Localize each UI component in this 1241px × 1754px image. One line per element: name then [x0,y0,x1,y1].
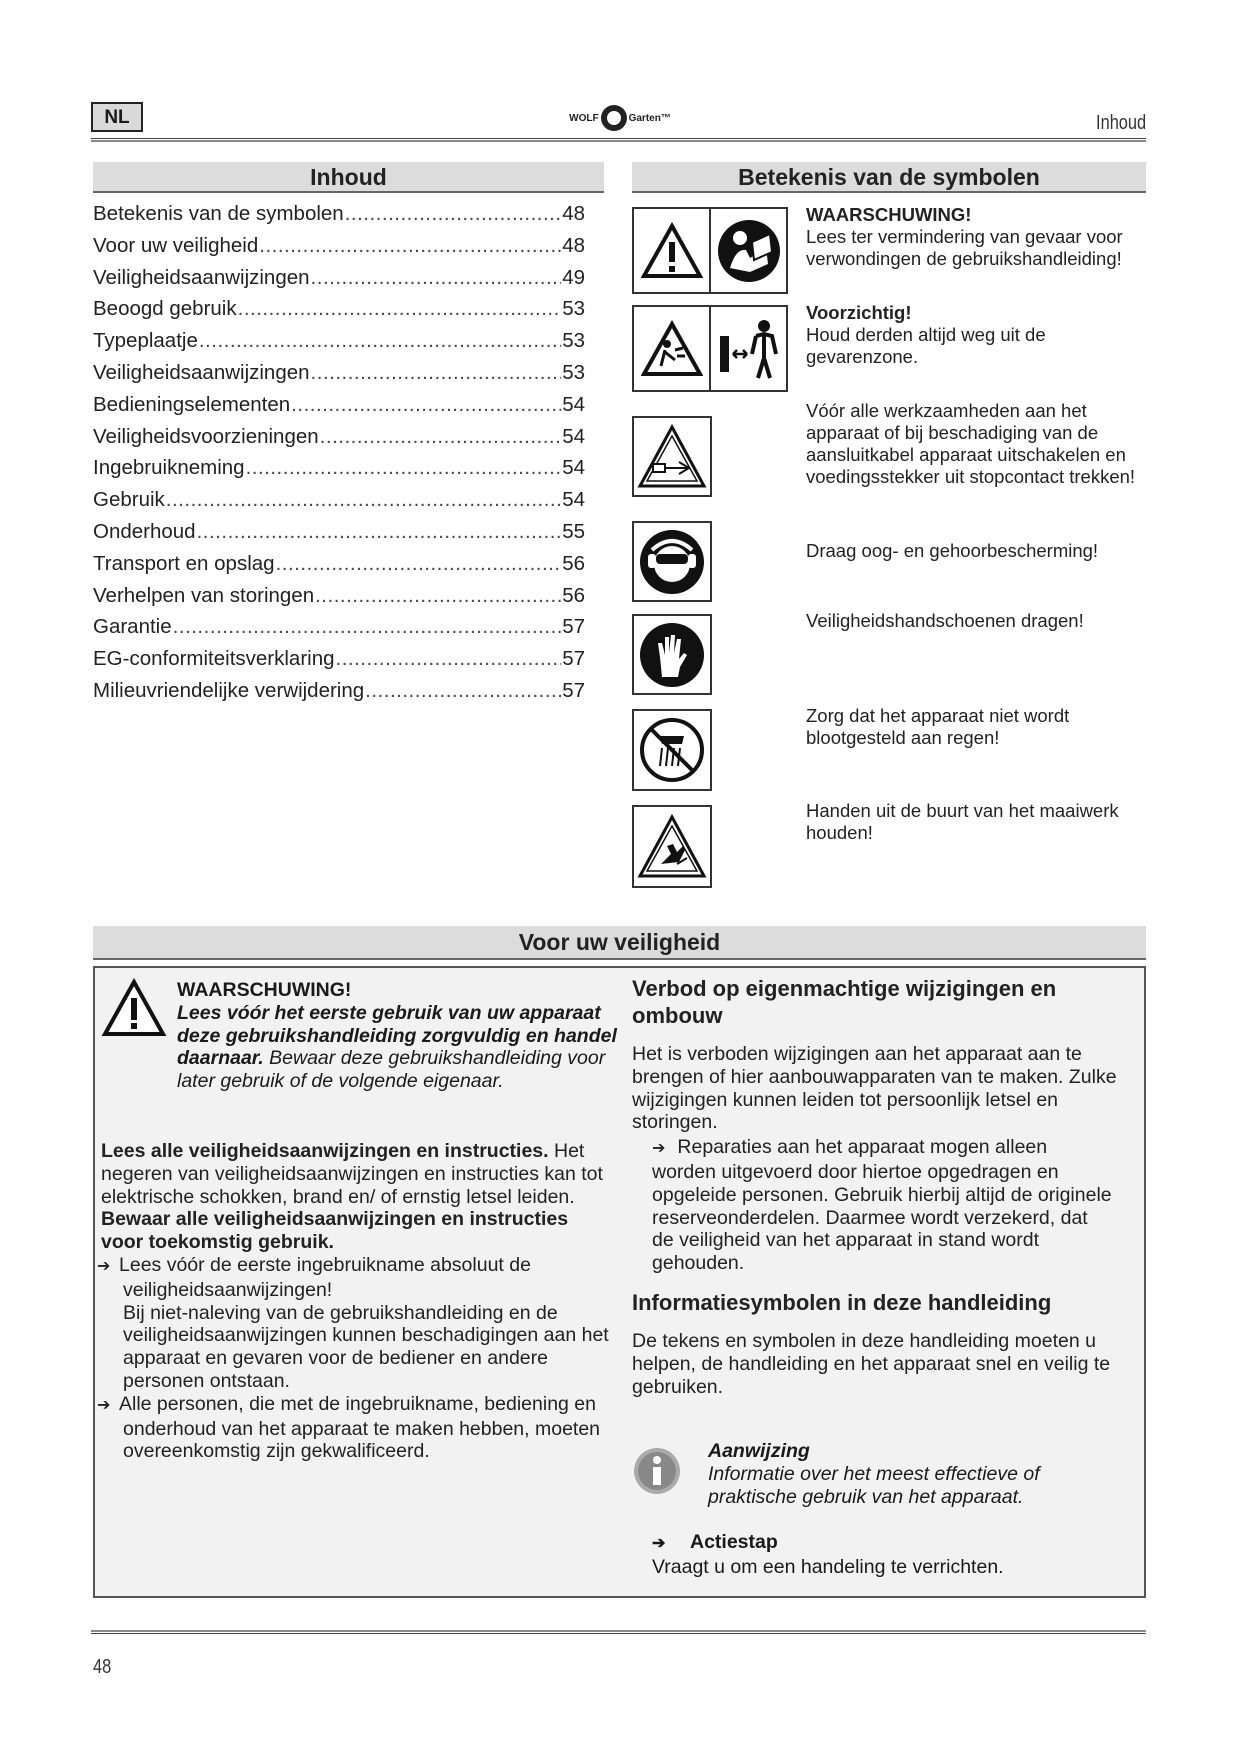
symbol-4-description: Draag oog- en gehoorbescherming! [806,540,1099,561]
warning-bold-text: Lees vóór het eerste gebruik van uw apparaat deze gebruikshandleiding zorgvuldig en handel daarnaar. [177,1001,617,1070]
toc-leader-dots [259,234,561,258]
brand-logo: WOLF Garten ™ [555,103,685,133]
bullet-2: Alle personen, die met de ingebruikname, bediening en onderhoud van het apparaat te maken hebben, moeten overeenkomstig zijn gekwalificeerd. [119,1392,601,1463]
footer-divider [91,1630,1146,1634]
toc-leader-dots [336,647,562,671]
action-block [652,1531,1132,1579]
symbol-caution-distance [632,305,788,392]
arrow-icon: ➔ [652,1535,666,1552]
toc-entry[interactable] [93,647,585,679]
symbol-unplug [632,416,712,497]
toc-entry-title: EG-conformiteitsverklaring [93,647,335,671]
toc-entry-page: 53 [562,329,585,353]
toc-entry-title: Garantie [93,615,172,639]
safety-left-column [97,1140,631,1463]
toc-entry[interactable] [93,329,585,361]
symbol-3-description: Vóór alle werkzaamheden aan het apparaat of bij beschadiging van de aansluitkabel apparaat uitschakelen en voedingsstekker uit stopcontact trekken! [806,400,1136,487]
toc-entry-page: 49 [562,265,585,289]
toc-entry-title: Ingebruikneming [93,456,245,480]
p2-bold: Bewaar alle veiligheidsaanwijzingen en instructies voor toekomstig gebruik. [101,1208,569,1254]
symbols-title: Betekenis van de symbolen [632,162,1146,193]
bullet-1: Lees vóór de eerste ingebruikname absoluut de veiligheidsaanwijzingen! [119,1253,531,1301]
warning-icon [101,978,171,1038]
gloves-icon [638,621,706,689]
toc-entry[interactable] [93,615,585,647]
toc-entry-page: 56 [562,551,585,575]
symbol-1-description: Lees ter vermindering van gevaar voor verwondingen de gebruikshandleiding! [806,226,1123,269]
toc-entry-page: 56 [562,583,585,607]
info-heading: Aanwijzing [708,1440,810,1462]
right-heading-2: Informatiesymbolen in deze handleiding [632,1289,1052,1315]
info-text: Informatie over het meest effectieve of praktische gebruik van het apparaat. [708,1462,1040,1508]
toc-entry-page: 55 [562,519,585,543]
toc-entry-title: Gebruik [93,488,165,512]
toc-entry[interactable] [93,297,585,329]
safety-title: Voor uw veiligheid [93,926,1146,960]
toc-entry-page: 53 [562,297,585,321]
toc-leader-dots [311,361,562,385]
toc-entry[interactable] [93,584,585,616]
toc-entry-title: Veiligheidsaanwijzingen [93,360,310,384]
toc-entry-title: Beoogd gebruik [93,297,237,321]
toc-leader-dots [276,552,562,576]
symbol-gloves [632,614,712,695]
toc-entry-page: 54 [562,424,585,448]
arrow-icon: ➔ [97,1257,111,1275]
toc-entry-title: Milieuvriendelijke verwijdering [93,678,365,702]
symbol-6-description: Zorg dat het apparaat niet wordt blootgesteld aan regen! [806,705,1070,748]
toc-entry-title: Typeplaatje [93,329,198,353]
toc-leader-dots [315,584,561,608]
toc-entry[interactable] [93,266,585,298]
safety-right-column [632,975,1132,1398]
table-of-contents [93,202,585,711]
right-paragraph-1: Het is verboden wijzigingen aan het apparaat aan te brengen of hier aanbouwapparaten van te maken. Zulke wijzigingen kunnen leiden tot persoonlijk letsel en storingen. [632,1043,1117,1134]
symbol-1-heading: WAARSCHUWING! [806,204,972,225]
wolf-logo-icon [601,105,627,131]
toc-leader-dots [173,615,562,639]
toc-entry-title: Veiligheidsvoorzieningen [93,424,319,448]
action-heading: Actiestap [690,1531,778,1553]
warning-triangle-icon [634,209,709,292]
info-icon [632,1446,682,1496]
toc-entry[interactable] [93,202,585,234]
symbol-hands-away [632,805,712,888]
toc-entry-page: 57 [562,678,585,702]
toc-entry-page: 57 [562,647,585,671]
toc-leader-dots [166,488,561,512]
toc-title: Inhoud [93,162,604,193]
action-text: Vraagt u om een handeling te verrichten. [652,1555,1004,1578]
toc-leader-dots [311,266,562,290]
eye-ear-protection-icon [638,528,706,596]
symbol-7-description: Handen uit de buurt van het maaiwerk houden! [806,800,1119,843]
p1-bold: Lees alle veiligheidsaanwijzingen en instructies. [101,1140,549,1162]
toc-entry-page: 54 [562,488,585,512]
toc-leader-dots [246,456,562,480]
read-manual-icon [709,209,786,292]
right-bullet-1: Reparaties aan het apparaat mogen alleen worden uitgevoerd door hiertoe opgedragen en opgeleide personen. Gebruik hierbij altijd de originele reserveonderdelen. Daarmee wordt verzekerd, dat de veiligheid van het apparaat in stand wordt gehouden. [652,1136,1112,1275]
bullet-1-continuation: Bij niet-naleving van de gebruikshandleiding en de veiligheidsaanwijzingen kunnen beschadigingen aan het apparaat en gevaren voor de bediener en andere personen ontstaan. [123,1301,609,1392]
toc-entry-page: 54 [562,392,585,416]
toc-leader-dots [345,202,561,226]
right-heading-1: Verbod op eigenmachtige wijzigingen en ombouw [632,976,1057,1028]
toc-leader-dots [197,520,562,544]
toc-entry-page: 48 [562,202,585,225]
arrow-icon: ➔ [97,1396,111,1414]
symbol-5-description: Veiligheidshandschoenen dragen! [806,610,1084,631]
toc-entry[interactable] [93,456,585,488]
toc-entry-page: 48 [562,233,585,257]
toc-entry-title: Onderhoud [93,519,196,543]
toc-entry-page: 54 [562,456,585,480]
toc-entry-page: 53 [562,360,585,384]
toc-entry[interactable] [93,234,585,266]
toc-entry[interactable] [93,393,585,425]
toc-leader-dots [320,425,562,449]
p1-text: Het negeren van veiligheidsaanwijzingen en instructies kan tot elektrische schokken, brand en/ of ernstig letsel leiden. [101,1140,603,1208]
symbol-no-rain [632,709,712,791]
toc-entry-title: Transport en opslag [93,551,275,575]
header-section-title: Inhoud [1095,112,1146,134]
header-divider [91,138,1146,142]
keep-distance-icon [709,307,786,390]
unplug-warning-icon [637,424,707,490]
symbol-2-heading: Voorzichtig! [806,302,912,323]
logo-text-left: WOLF [569,112,599,124]
no-rain-icon [638,716,706,784]
toc-leader-dots [291,393,561,417]
toc-entry[interactable] [93,520,585,552]
toc-entry[interactable] [93,361,585,393]
right-paragraph-2: De tekens en symbolen in deze handleiding moeten u helpen, de handleiding en het apparaat snel en veilig te gebruiken. [632,1329,1111,1398]
toc-entry-title: Verhelpen van storingen [93,583,315,607]
toc-leader-dots [238,297,562,321]
toc-entry[interactable] [93,425,585,457]
symbol-2-text [806,302,1146,368]
thrown-objects-warning-icon [634,307,709,390]
warning-block [177,979,617,1093]
toc-entry[interactable] [93,552,585,584]
toc-leader-dots [365,679,561,703]
toc-entry-title: Betekenis van de symbolen [93,202,344,225]
symbol-1-text [806,204,1146,270]
toc-leader-dots [199,329,561,353]
info-block [708,1440,1128,1508]
arrow-icon: ➔ [652,1140,666,1158]
page-number: 48 [93,1656,112,1678]
toc-entry-title: Voor uw veiligheid [93,233,259,257]
toc-entry[interactable] [93,488,585,520]
warning-italic-text: Bewaar deze gebruikshandleiding voor later gebruik of de volgende eigenaar. [177,1047,606,1093]
toc-entry-title: Veiligheidsaanwijzingen [93,265,310,289]
toc-entry-page: 57 [562,615,585,639]
symbol-2-description: Houd derden altijd weg uit de gevarenzone. [806,324,1046,367]
hand-cut-warning-icon [637,814,707,880]
logo-text-right: Garten [628,112,661,124]
toc-entry[interactable] [93,679,585,711]
symbol-warning-manual [632,207,788,294]
language-badge: NL [91,102,143,132]
toc-entry-title: Bedieningselementen [93,392,291,416]
symbol-eye-ear-protection [632,521,712,602]
warning-heading: WAARSCHUWING! [177,979,352,1001]
